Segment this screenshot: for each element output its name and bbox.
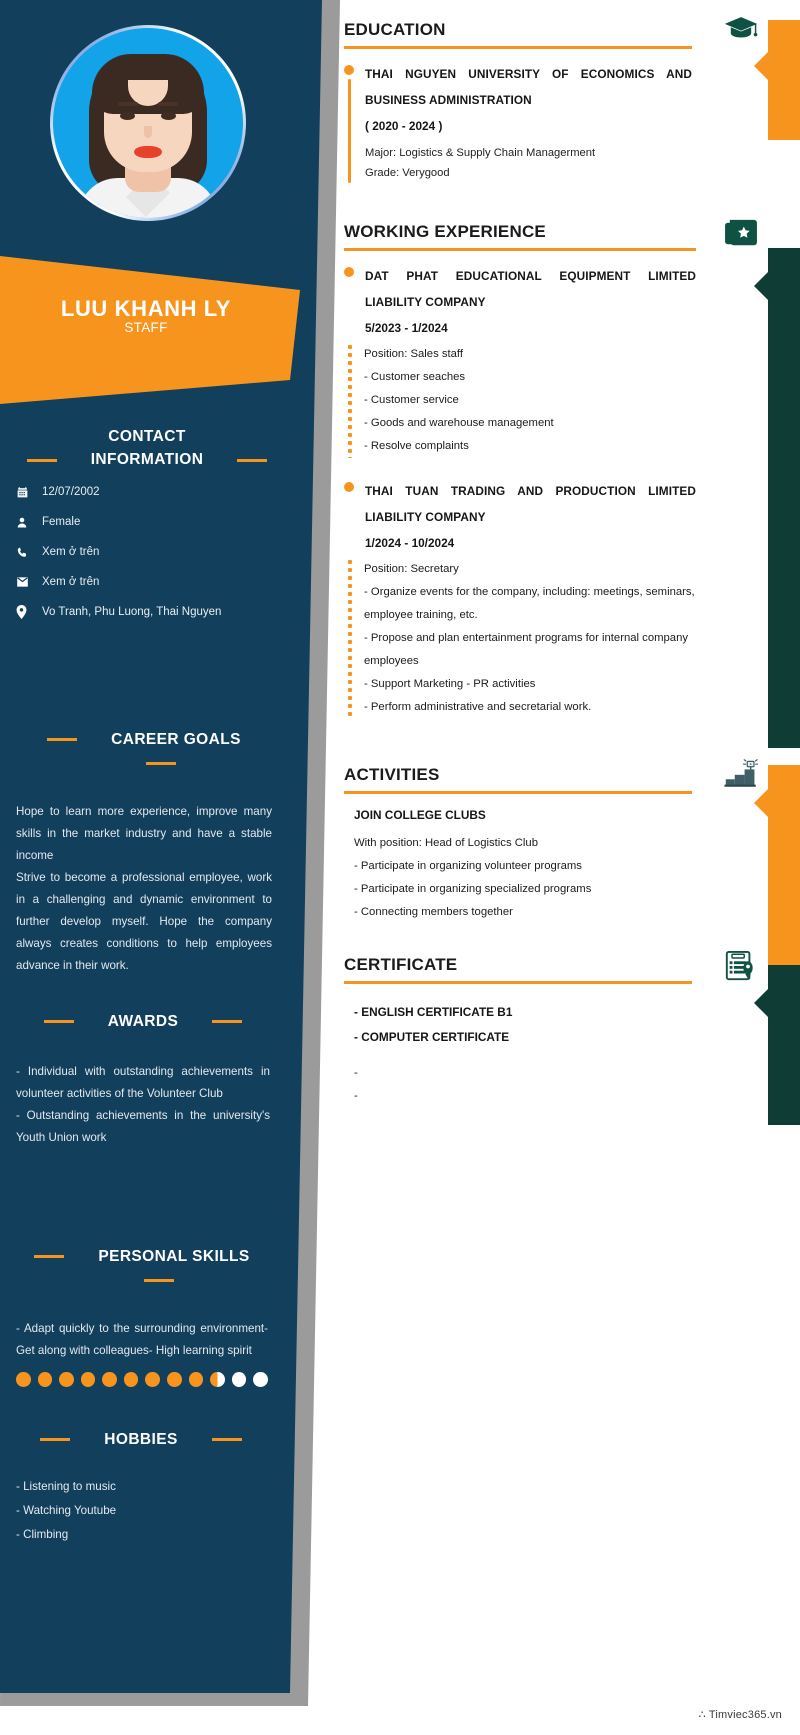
job-role: STAFF xyxy=(124,320,168,335)
bullet-icon xyxy=(344,482,354,492)
activities-title: ACTIVITIES xyxy=(344,765,440,784)
working-experience-title: WORKING EXPERIENCE xyxy=(344,222,546,241)
task-item: Position: Secretary xyxy=(364,562,459,575)
institution-name: THAI NGUYEN UNIVERSITY OF ECONOMICS AND xyxy=(365,66,692,81)
certificate-list xyxy=(344,1000,692,1108)
task-item: - Customer seaches xyxy=(364,370,466,383)
task-item: - Goods and warehouse management xyxy=(364,416,554,429)
section-rule xyxy=(344,791,692,794)
graduation-cap-icon xyxy=(724,14,758,48)
career-goals-paragraph: Strive to become a professional employee, work in a challenging and dynamic environment to further develop myself. Hope the company always creates conditions to help employees advance in their work. xyxy=(16,870,272,972)
working-experience-section xyxy=(344,222,696,719)
skill-rating xyxy=(16,1372,268,1387)
hobbies-title: HOBBIES xyxy=(104,1431,178,1448)
activity-item: - Participate in organizing volunteer programs xyxy=(354,859,582,872)
activity-subtitle: JOIN COLLEGE CLUBS xyxy=(354,807,486,822)
awards-heading xyxy=(16,1010,270,1033)
activity-item: - Connecting members together xyxy=(354,905,513,918)
hobby-item: - Listening to music xyxy=(16,1480,116,1494)
skill-dot-empty xyxy=(253,1372,268,1387)
hobby-item: - Watching Youtube xyxy=(16,1504,117,1518)
heading-dash-left xyxy=(40,1438,70,1441)
heading-dash-left xyxy=(44,1020,74,1023)
experience-entry xyxy=(344,478,696,556)
contact-list xyxy=(16,486,278,619)
heading-dash-left xyxy=(27,459,57,462)
contact-title-line2: INFORMATION xyxy=(90,451,204,469)
podium-trophy-icon xyxy=(724,758,758,792)
education-grade: Grade: Verygood xyxy=(365,166,450,179)
main-content xyxy=(338,0,800,1735)
skill-dot-filled xyxy=(38,1372,53,1387)
education-major: Major: Logistics & Supply Chain Managerment xyxy=(365,146,596,159)
avatar xyxy=(50,25,246,221)
personal-skills-title: PERSONAL SKILLS xyxy=(98,1248,250,1265)
dotted-timeline xyxy=(348,343,352,458)
hobbies-list xyxy=(16,1475,266,1547)
task-item: - Support Marketing - PR activities xyxy=(364,677,536,690)
skill-dot-filled xyxy=(167,1372,182,1387)
folder-star-icon xyxy=(724,218,758,252)
personal-skills-section xyxy=(16,1245,268,1387)
portrait-photo xyxy=(53,28,243,218)
heading-dash-right xyxy=(237,459,267,462)
certificate-document-icon xyxy=(724,950,758,984)
career-goals-paragraph: Hope to learn more experience, improve many skills in the market industry and have a stable income xyxy=(16,804,272,862)
contact-value: 12/07/2002 xyxy=(42,486,100,498)
contact-row-birthdate xyxy=(16,486,278,499)
personal-skills-heading xyxy=(16,1245,268,1292)
education-period: ( 2020 - 2024 ) xyxy=(365,118,443,133)
heading-dash-right xyxy=(144,1279,174,1282)
contact-row-gender xyxy=(16,516,278,529)
contact-row-email xyxy=(16,576,278,588)
heading-dash-right xyxy=(212,1438,242,1441)
task-item: - Perform administrative and secretarial work. xyxy=(364,700,592,713)
career-goals-heading xyxy=(16,728,272,775)
career-goals-section xyxy=(16,728,272,977)
calendar-icon xyxy=(16,486,42,499)
personal-skills-body xyxy=(16,1318,268,1362)
activity-item: With position: Head of Logistics Club xyxy=(354,836,538,849)
contact-title-line1: CONTACT xyxy=(108,428,186,445)
hobbies-heading xyxy=(16,1428,266,1451)
task-item: - Propose and plan entertainment programs for internal company employees xyxy=(364,631,689,667)
awards-section xyxy=(16,1010,270,1149)
mail-icon xyxy=(16,576,42,588)
contact-section xyxy=(16,425,278,636)
company-name-cont: LIABILITY COMPANY xyxy=(365,509,486,524)
hobbies-section xyxy=(16,1428,266,1547)
skill-dot-half xyxy=(210,1372,225,1387)
career-goals-body xyxy=(16,801,272,977)
skill-dot-filled xyxy=(81,1372,96,1387)
task-item: - Customer service xyxy=(364,393,459,406)
section-rule xyxy=(344,46,692,49)
task-item: - Organize events for the company, including: meetings, seminars, employee training, etc. xyxy=(364,585,695,621)
contact-heading xyxy=(16,425,278,472)
bullet-icon xyxy=(344,267,354,277)
activity-item: - Participate in organizing specialized programs xyxy=(354,882,592,895)
dotted-timeline xyxy=(348,558,352,719)
award-item: - Outstanding achievements in the university's Youth Union work xyxy=(16,1109,270,1145)
tab-accent-certificate xyxy=(768,965,800,1125)
heading-dash-left xyxy=(47,738,77,741)
user-icon xyxy=(16,516,42,529)
section-rule xyxy=(344,248,696,251)
contact-value: Vo Tranh, Phu Luong, Thai Nguyen xyxy=(42,605,222,618)
experience-tasks xyxy=(344,558,696,719)
activities-body xyxy=(344,808,692,924)
award-item: - Individual with outstanding achievements in volunteer activities of the Volunteer Club xyxy=(16,1065,270,1101)
skill-dot-filled xyxy=(59,1372,74,1387)
company-name: THAI TUAN TRADING AND PRODUCTION LIMITED xyxy=(365,483,696,498)
contact-value: Xem ở trên xyxy=(42,575,100,588)
skill-dot-filled xyxy=(145,1372,160,1387)
task-item: - Resolve complaints xyxy=(364,439,469,452)
bullet-icon xyxy=(344,65,354,75)
contact-row-address xyxy=(16,605,278,619)
skill-dot-filled xyxy=(16,1372,31,1387)
location-pin-icon xyxy=(16,605,42,619)
certificate-item: - ENGLISH CERTIFICATE B1 xyxy=(354,1004,513,1019)
skill-item: - Adapt quickly to the surrounding environment- Get along with colleagues- High learning spirit xyxy=(16,1321,268,1357)
certificate-item-empty: - xyxy=(354,1066,358,1079)
heading-dash-left xyxy=(34,1255,64,1258)
career-goals-title: CAREER GOALS xyxy=(111,731,241,748)
task-item: Position: Sales staff xyxy=(364,347,464,360)
education-title: EDUCATION xyxy=(344,20,446,39)
hobby-item: - Climbing xyxy=(16,1528,69,1542)
awards-title: AWARDS xyxy=(107,1013,179,1030)
timeline-bar xyxy=(348,79,351,183)
skill-dot-filled xyxy=(124,1372,139,1387)
section-rule xyxy=(344,981,692,984)
heading-dash-right xyxy=(212,1020,242,1023)
company-name-cont: LIABILITY COMPANY xyxy=(365,294,486,309)
experience-entry xyxy=(344,263,696,341)
phone-icon xyxy=(16,546,42,559)
skill-dot-empty xyxy=(232,1372,247,1387)
tab-accent-experience xyxy=(768,248,800,748)
awards-body xyxy=(16,1061,270,1149)
certificate-section xyxy=(344,955,692,1108)
heading-dash-right xyxy=(146,762,176,765)
education-section xyxy=(344,20,692,183)
certificate-title: CERTIFICATE xyxy=(344,955,458,974)
skill-dot-filled xyxy=(189,1372,204,1387)
page-title: LUU KHANH LY xyxy=(60,296,232,321)
certificate-item-empty: - xyxy=(354,1089,358,1102)
footer-brand: ∴ Timviec365.vn xyxy=(698,1709,782,1721)
contact-value: Female xyxy=(42,516,81,528)
certificate-item: - COMPUTER CERTIFICATE xyxy=(354,1029,510,1044)
experience-tasks xyxy=(344,343,696,458)
experience-period: 5/2023 - 1/2024 xyxy=(365,320,448,335)
contact-row-phone xyxy=(16,546,278,559)
tab-accent-activities xyxy=(768,765,800,965)
activities-section xyxy=(344,765,692,924)
contact-value: Xem ở trên xyxy=(42,546,100,558)
company-name: DAT PHAT EDUCATIONAL EQUIPMENT LIMITED xyxy=(365,268,696,283)
institution-name-cont: BUSINESS ADMINISTRATION xyxy=(365,92,532,107)
tab-accent-education xyxy=(768,20,800,140)
skill-dot-filled xyxy=(102,1372,117,1387)
experience-period: 1/2024 - 10/2024 xyxy=(365,535,455,550)
education-entry xyxy=(344,61,692,183)
